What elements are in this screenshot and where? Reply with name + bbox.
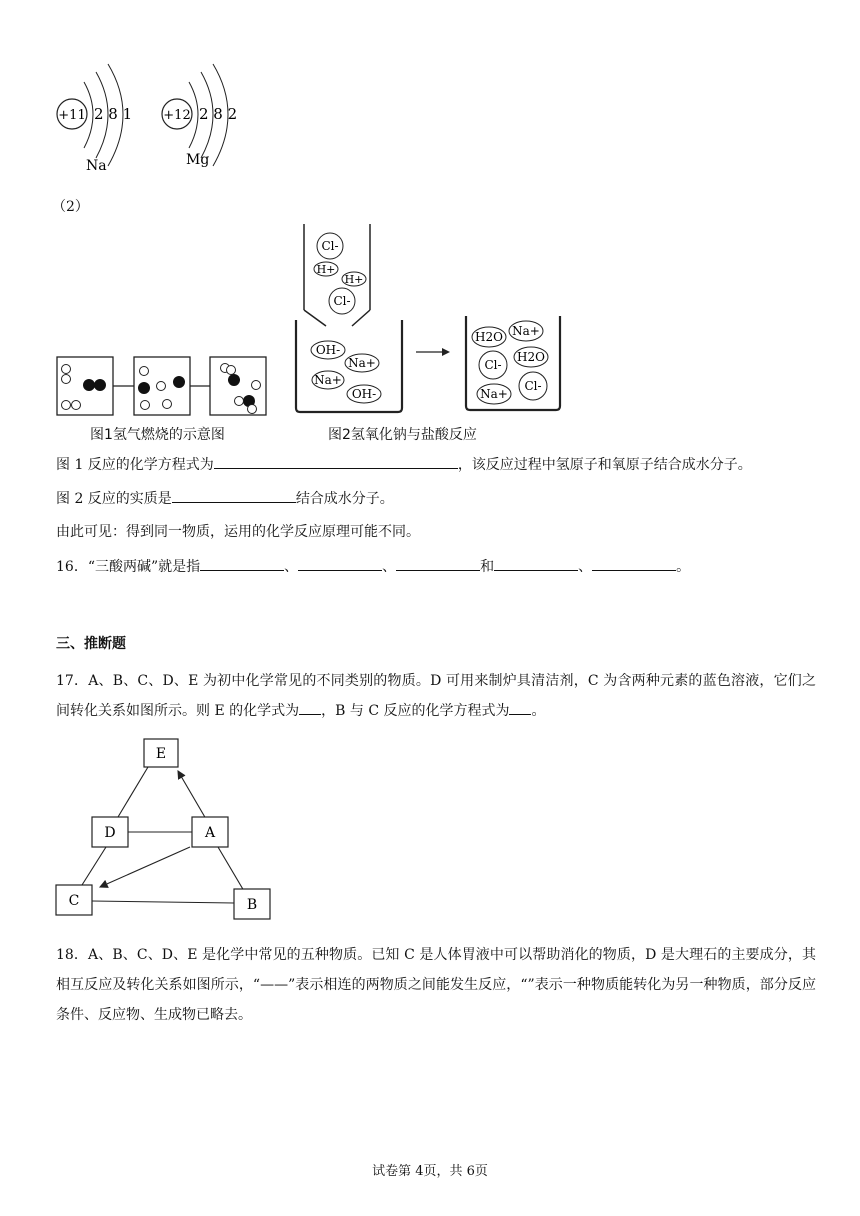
answer-blank[interactable] <box>172 488 296 503</box>
q17 <box>56 666 816 726</box>
page-footer: 试卷第 4页，共 6页 <box>372 1164 488 1179</box>
q18: 18．A、B、C、D、E 是化学中常见的五种物质。已知 C 是人体胃液中可以帮助消化的物质，D 是大理石的主要成分，其相互反应及转化关系如图所示，“——”表示相连的两物质之间能发生反应，“”表示一种物质能转化为另一种物质，部分反应条件、反应物、生成物已略去。 <box>56 947 816 1023</box>
atom-mg-nucleus: +12 <box>163 108 191 123</box>
ion-na: Na+ <box>348 356 376 370</box>
node-d-label: D <box>104 825 116 841</box>
node-c-label: C <box>68 893 80 909</box>
q17-relation-diagram <box>50 735 280 925</box>
ion-cl: Cl- <box>524 379 542 393</box>
figure-1-hydrogen-combustion <box>56 355 270 419</box>
ion-h: H+ <box>344 273 364 286</box>
q17-text-a: 17．A、B、C、D、E 为初中化学常见的不同类别的物质。D 可用来制炉具清洁剂，C 为含两种元素的蓝色溶液，它们之间转化关系如图所示。则 E 的化学式为 <box>56 673 816 719</box>
dropper-ions <box>314 233 366 314</box>
beaker-after-ions <box>472 321 548 404</box>
ion-oh: OH- <box>351 387 377 401</box>
atom-structure-diagrams <box>50 58 260 178</box>
answer-blank[interactable] <box>214 454 458 469</box>
figure-1-caption: 图1氢气燃烧的示意图 <box>90 427 225 443</box>
q17-text-c: 。 <box>531 703 546 719</box>
molecule-h2o: H2O <box>475 330 503 344</box>
beaker-before-ions <box>311 341 381 403</box>
atom-na <box>57 64 132 174</box>
ion-na: Na+ <box>512 324 540 338</box>
figure-2-neutralization <box>290 222 570 418</box>
q15-line-1 <box>56 454 752 475</box>
atom-mg <box>162 64 237 168</box>
node-b-label: B <box>246 897 258 913</box>
node-a-label: A <box>204 825 216 841</box>
part-2-label: （2） <box>52 199 89 215</box>
ion-na: Na+ <box>314 373 342 387</box>
atom-na-shells: 2 8 1 <box>94 105 133 123</box>
atom-mg-shells: 2 8 2 <box>199 105 238 123</box>
ion-h: H+ <box>316 263 336 276</box>
node-e-label: E <box>155 746 167 762</box>
atom-mg-symbol: Mg <box>186 152 210 168</box>
answer-blank[interactable] <box>396 556 480 571</box>
section-3-title: 三、推断题 <box>56 636 126 652</box>
figure-2-caption: 图2氢氧化钠与盐酸反应 <box>328 427 477 443</box>
q15-line-2 <box>56 488 394 509</box>
ion-na: Na+ <box>480 387 508 401</box>
molecule-h2o: H2O <box>517 350 545 364</box>
q16-sep: 、 <box>284 559 299 575</box>
q16-prefix: 16．“三酸两碱”就是指 <box>56 559 201 575</box>
q15-line-3: 由此可见：得到同一物质，运用的化学反应原理可能不同。 <box>56 524 420 540</box>
q16-and: 和 <box>480 559 495 575</box>
answer-blank[interactable] <box>298 556 382 571</box>
q15-line-1-text-a: 图 1 反应的化学方程式为 <box>56 457 214 473</box>
q16 <box>56 556 690 577</box>
ion-cl: Cl- <box>321 239 339 253</box>
answer-blank[interactable] <box>200 556 284 571</box>
answer-blank[interactable] <box>509 700 531 715</box>
q16-end: 。 <box>676 559 691 575</box>
q16-sep: 、 <box>578 559 593 575</box>
q17-text-b: ，B 与 C 反应的化学方程式为 <box>321 703 510 719</box>
ion-cl: Cl- <box>333 294 351 308</box>
answer-blank[interactable] <box>494 556 578 571</box>
answer-blank[interactable] <box>299 700 321 715</box>
atom-na-symbol: Na <box>86 158 107 174</box>
ion-cl: Cl- <box>484 358 502 372</box>
answer-blank[interactable] <box>592 556 676 571</box>
ion-oh: OH- <box>315 343 341 357</box>
q15-line-2-text-b: 结合成水分子。 <box>295 491 394 507</box>
q15-line-2-text-a: 图 2 反应的实质是 <box>56 491 172 507</box>
atom-na-nucleus: +11 <box>58 108 86 123</box>
q16-sep: 、 <box>382 559 397 575</box>
q15-line-1-text-b: ，该反应过程中氢原子和氧原子结合成水分子。 <box>457 457 752 473</box>
